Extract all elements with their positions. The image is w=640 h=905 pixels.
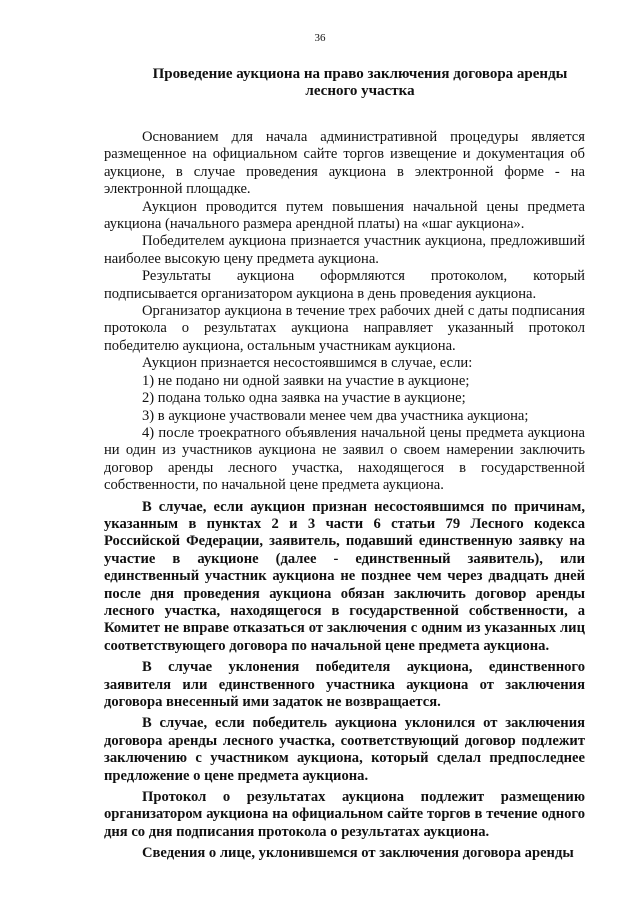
paragraph: Протокол о результатах аукциона подлежит размещению организатором аукциона на официальном сайте торгов в течение одного дня со дня подписания протокола о результатах аукциона.: [104, 789, 585, 840]
section-title-line-1: Проведение аукциона на право заключения договора аренды: [152, 66, 568, 82]
page-number: 36: [314, 32, 326, 44]
paragraph: Победителем аукциона признается участник аукциона, предложивший наиболее высокую цену предмета аукциона.: [104, 233, 585, 267]
list-item: 2) подана только одна заявка на участие в аукционе;: [142, 390, 466, 407]
section-title-line-2: лесного участка: [305, 83, 415, 99]
list-item: 1) не подано ни одной заявки на участие в аукционе;: [142, 372, 470, 389]
paragraph: В случае, если победитель аукциона уклонился от заключения договора аренды лесного участка, соответствующий договор подлежит заключению с участником аукциона, который сделал предпоследнее предложение о цене предмета аукциона.: [104, 715, 585, 784]
paragraph: Результаты аукциона оформляются протоколом, который подписывается организатором аукциона в день проведения аукциона.: [104, 268, 585, 302]
list-item: 3) в аукционе участвовали менее чем два участника аукциона;: [142, 407, 529, 424]
paragraph: Сведения о лице, уклонившемся от заключения договора аренды: [142, 845, 574, 862]
paragraph: Аукцион признается несостоявшимся в случае, если:: [142, 355, 473, 372]
list-item: 4) после троекратного объявления начальной цены предмета аукциона ни один из участников аукциона не заявил о своем намерении заключить договор аренды лесного участка, находящегося в государственной собственности, по начальной цене предмета аукциона.: [104, 424, 585, 494]
paragraph: Основанием для начала административной процедуры является размещенное на официальном сайте торгов извещение и документация об аукционе, в случае проведения аукциона в электронной форме - на электронной площадке.: [104, 129, 585, 198]
paragraph: В случае, если аукцион признан несостоявшимся по причинам, указанным в пунктах 2 и 3 части 6 статьи 79 Лесного кодекса Российской Федерации, заявитель, подавший единственную заявку на участие в аукционе (далее - единственный заявитель), или единственный участник аукциона не позднее чем через двадцать дней после дня проведения аукциона обязан заключить договор аренды лесного участка, находящегося в государственной собственности, а Комитет не вправе отказаться от заключения с одним из указанных лиц соответствующего договора по начальной цене предмета аукциона.: [104, 498, 585, 654]
body-text: [104, 129, 585, 863]
paragraph: Аукцион проводится путем повышения начальной цены предмета аукциона (начального размера арендной платы) на «шаг аукциона».: [104, 198, 585, 233]
section-title: [100, 66, 620, 100]
paragraph: В случае уклонения победителя аукциона, единственного заявителя или единственного участника аукциона от заключения договора внесенный ими задаток не возвращается.: [104, 659, 585, 710]
paragraph: Организатор аукциона в течение трех рабочих дней с даты подписания протокола о результатах аукциона направляет указанный протокол победителю аукциона, остальным участникам аукциона.: [104, 303, 585, 354]
